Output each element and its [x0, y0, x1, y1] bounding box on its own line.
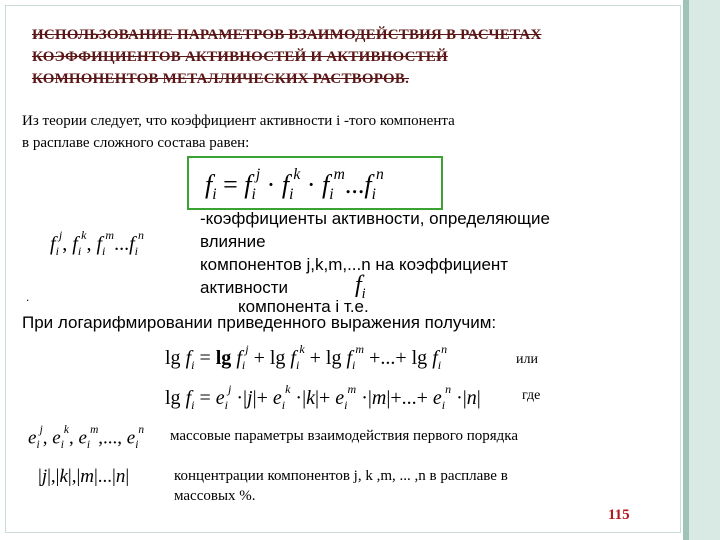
activity-coefficient-formula: $f_i = f_i^j \cdot f_i^k \cdot f_i^m...f_i^n$ — [205, 166, 384, 204]
description-line-2: влияние — [200, 232, 266, 251]
activity-symbol-fi: $f_i$ — [355, 272, 366, 302]
title-line-3: КОМПОНЕНТОВ МЕТАЛЛИЧЕСКИХ РАСТВОРОВ. — [32, 71, 410, 87]
logarithm-sentence: При логарифмировании приведенного выражения получим: — [22, 313, 497, 332]
description-line-1: -коэффициенты активности, определяющие — [200, 209, 550, 228]
log-interaction-parameter-formula: $\lg f_i = e_i^j \cdot|j|+ e_i^k \cdot|k|+ e_i^m \cdot|m|+...+ e_i^n \cdot|n|$ — [165, 382, 481, 412]
intro-line-1: Из теории следует, что коэффициент активности i -того компонента — [22, 113, 455, 129]
concentrations-line-1: концентрации компонентов j, k ,m, ... ,n в расплаве в — [174, 468, 508, 484]
interaction-parameters-list: $e_i^j$, $e_i^k$, $e_i^m$,..., $e_i^n$ — [28, 424, 145, 452]
where-label: где — [522, 388, 541, 403]
stray-dot: . — [26, 290, 30, 304]
intro-text — [22, 110, 622, 154]
log-sum-formula: $\lg f_i = \lg f_i^j + \lg f_i^k + \lg f_i^m$ +...+ $\lg f_i^n$ — [165, 342, 448, 372]
mass-parameters-text: массовые параметры взаимодействия первого порядка — [170, 428, 519, 444]
coefficients-description — [200, 207, 660, 299]
interaction-coefficients-list: $f_i^j$, $f_i^k$, $f_i^m...f_i^n$ — [50, 228, 144, 258]
component-i-text: компонента i т.е. — [238, 297, 369, 316]
concentrations-list: |j|,|k|,|m|...|n| — [38, 466, 130, 487]
activity-coefficient-formula-box — [187, 156, 443, 210]
title-line-1: ИСПОЛЬЗОВАНИЕ ПАРАМЕТРОВ ВЗАИМОДЕЙСТВИЯ В РАСЧЕТАХ — [32, 27, 542, 43]
or-label: или — [516, 352, 538, 367]
page-number: 115 — [608, 507, 630, 523]
side-stripe — [683, 0, 689, 540]
description-line-4: активности — [200, 278, 289, 297]
title-line-2: КОЭФФИЦИЕНТОВ АКТИВНОСТЕЙ И АКТИВНОСТЕЙ — [32, 49, 448, 65]
concentrations-line-2: массовых %. — [174, 488, 256, 504]
side-decoration-bar — [683, 0, 720, 540]
intro-line-2: в расплаве сложного состава равен: — [22, 135, 250, 151]
slide-title — [32, 24, 672, 90]
concentrations-text — [174, 466, 614, 506]
description-line-3: компонентов j,k,m,...n на коэффициент — [200, 255, 509, 274]
